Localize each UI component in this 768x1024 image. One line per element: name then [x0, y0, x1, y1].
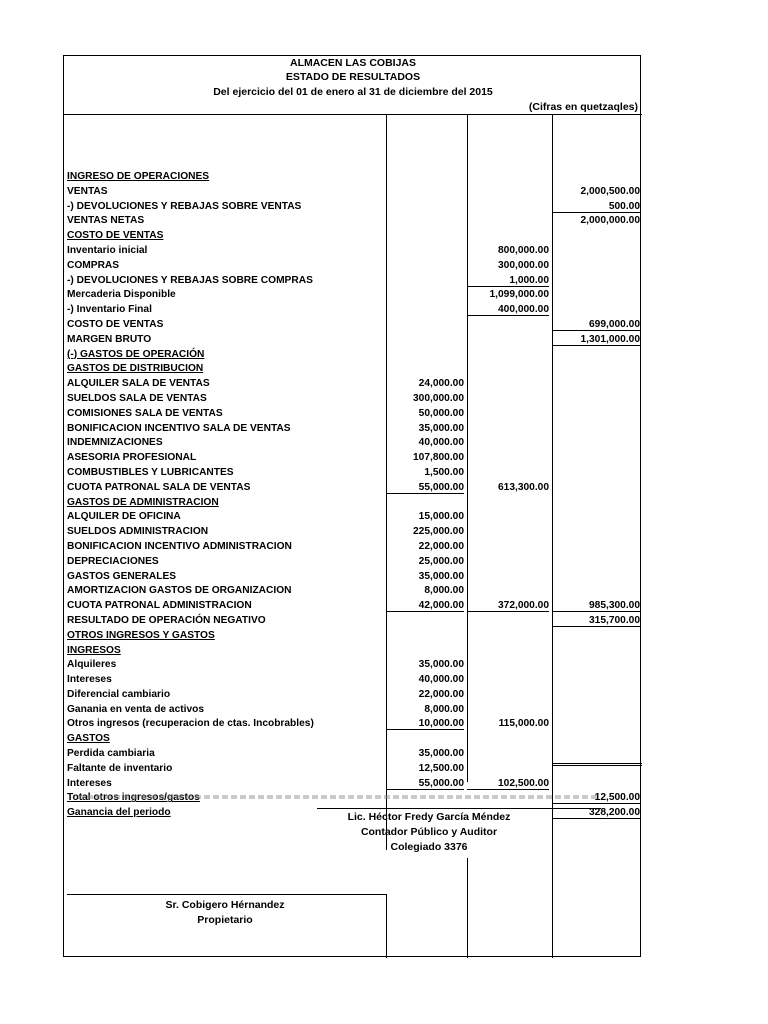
- amount-c3: 1,301,000.00: [552, 334, 640, 346]
- row-label: Intereses: [67, 674, 112, 686]
- amount-c1: 8,000.00: [424, 703, 464, 715]
- statement-row: [64, 555, 642, 570]
- amount-c1: 25,000.00: [418, 555, 464, 567]
- statement-rows: [64, 170, 642, 821]
- statement-row: [64, 644, 642, 659]
- statement-row: [64, 658, 642, 673]
- amount-c2: 372,000.00: [467, 600, 549, 612]
- statement-row: [64, 732, 642, 747]
- statement-row: [64, 436, 642, 451]
- row-label: OTROS INGRESOS Y GASTOS: [67, 629, 215, 641]
- column-divider-1-lower: [386, 894, 387, 958]
- row-label: VENTAS: [67, 185, 108, 197]
- amount-c2: 1,099,000.00: [489, 289, 549, 301]
- statement-row: [64, 170, 642, 185]
- row-label: GASTOS DE DISTRIBUCION: [67, 363, 204, 375]
- row-label: VENTAS NETAS: [67, 215, 145, 227]
- column-divider-2-lower: [467, 858, 468, 958]
- row-label: COMPRAS: [67, 259, 120, 271]
- row-label: GASTOS GENERALES: [67, 570, 177, 582]
- statement-row: [64, 333, 642, 348]
- amount-c1: 225,000.00: [413, 526, 464, 538]
- statement-row: [64, 673, 642, 688]
- row-label: Diferencial cambiario: [67, 688, 171, 700]
- amount-c3: 2,000,500.00: [580, 185, 640, 197]
- statement-row: [64, 777, 642, 792]
- amount-c1: 35,000.00: [418, 422, 464, 434]
- amount-c1: 35,000.00: [418, 659, 464, 671]
- row-label: MARGEN BRUTO: [67, 333, 152, 345]
- row-label: Total otros ingresos/gastos: [67, 792, 200, 804]
- amount-c1: 12,500.00: [418, 762, 464, 774]
- amount-c2: 400,000.00: [467, 304, 549, 316]
- amount-c3: 699,000.00: [552, 319, 640, 331]
- header-rule: [64, 114, 642, 115]
- row-label: Mercaderia Disponible: [67, 289, 176, 301]
- row-label: BONIFICACION INCENTIVO ADMINISTRACION: [67, 540, 292, 552]
- amount-c3: 500.00: [552, 201, 640, 213]
- row-label: GASTOS DE ADMINISTRACION: [67, 496, 219, 508]
- company-name: ALMACEN LAS COBIJAS: [289, 57, 416, 69]
- amount-c2: 1,000.00: [467, 275, 549, 287]
- row-label: Alquileres: [67, 659, 117, 671]
- row-label: Intereses: [67, 777, 112, 789]
- amount-c1: 40,000.00: [418, 437, 464, 449]
- amount-c2: 300,000.00: [498, 259, 549, 271]
- row-label: INGRESOS: [67, 644, 121, 656]
- statement-row: [64, 422, 642, 437]
- amount-c1: 300,000.00: [413, 392, 464, 404]
- statement-period: Del ejercicio del 01 de enero al 31 de diciembre del 2015: [213, 86, 493, 98]
- row-label: GASTOS: [67, 733, 110, 745]
- statement-row: [64, 510, 642, 525]
- statement-row: [64, 540, 642, 555]
- statement-row: [64, 244, 642, 259]
- row-label: ASESORIA PROFESIONAL: [67, 452, 197, 464]
- statement-row: [64, 451, 642, 466]
- statement-row: [64, 747, 642, 762]
- income-statement-sheet: [63, 55, 641, 957]
- row-label: RESULTADO DE OPERACIÓN NEGATIVO: [67, 614, 266, 626]
- illegible-text-strip: [78, 795, 598, 799]
- row-label: Perdida cambiaria: [67, 748, 155, 760]
- row-label: (-) GASTOS DE OPERACIÓN: [67, 348, 205, 360]
- amount-c1: 22,000.00: [418, 540, 464, 552]
- statement-row: [64, 392, 642, 407]
- row-label: BONIFICACION INCENTIVO SALA DE VENTAS: [67, 422, 291, 434]
- amount-c1: 107,800.00: [413, 452, 464, 464]
- amount-c1: 22,000.00: [418, 688, 464, 700]
- amount-c3: 2,000,000.00: [580, 215, 640, 227]
- statement-row: [64, 407, 642, 422]
- row-label: CUOTA PATRONAL SALA DE VENTAS: [67, 481, 251, 493]
- statement-row: [64, 481, 642, 496]
- amount-c1: 50,000.00: [418, 407, 464, 419]
- amount-c3: 315,700.00: [552, 615, 640, 627]
- amount-c3: 328,200.00: [552, 807, 640, 819]
- amount-c1: 35,000.00: [418, 570, 464, 582]
- auditor-title: Contador Público y Auditor: [360, 826, 498, 838]
- amount-c1: 35,000.00: [418, 748, 464, 760]
- amount-c1: 8,000.00: [424, 585, 464, 597]
- statement-row: [64, 318, 642, 333]
- row-label: Ganania en venta de activos: [67, 703, 205, 715]
- row-label: DEPRECIACIONES: [67, 555, 159, 567]
- statement-row: [64, 599, 642, 614]
- amount-c1: 15,000.00: [418, 511, 464, 523]
- statement-row: [64, 688, 642, 703]
- owner-name: Sr. Cobigero Hérnandez: [165, 899, 285, 911]
- row-label: COMBUSTIBLES Y LUBRICANTES: [67, 466, 234, 478]
- amount-c1: 10,000.00: [386, 718, 464, 730]
- auditor-name: Lic. Héctor Fredy García Méndez: [347, 811, 511, 823]
- row-label: Otros ingresos (recuperacion de ctas. Incobrables): [67, 718, 314, 730]
- row-label: -) Inventario Final: [67, 304, 152, 316]
- amount-c1: 24,000.00: [418, 378, 464, 390]
- statement-title: ESTADO DE RESULTADOS: [285, 71, 421, 83]
- currency-note: (Cifras en quetzaqles): [528, 101, 638, 113]
- amount-c1: 55,000.00: [386, 778, 464, 790]
- statement-row: [64, 288, 642, 303]
- statement-row: [64, 629, 642, 644]
- statement-row: [64, 185, 642, 200]
- statement-row: [64, 466, 642, 481]
- row-label: Inventario inicial: [67, 244, 148, 256]
- row-label: COMISIONES SALA DE VENTAS: [67, 407, 223, 419]
- row-label: -) DEVOLUCIONES Y REBAJAS SOBRE VENTAS: [67, 200, 302, 212]
- row-label: Faltante de inventario: [67, 762, 173, 774]
- row-label: INGRESO DE OPERACIONES: [67, 171, 210, 182]
- statement-row: [64, 274, 642, 289]
- statement-row: [64, 303, 642, 318]
- statement-row: [64, 214, 642, 229]
- row-label: Ganancia del periodo: [67, 807, 171, 819]
- statement-row: [64, 496, 642, 511]
- statement-row: [64, 584, 642, 599]
- total-double-rule: [552, 763, 642, 766]
- row-label: ALQUILER DE OFICINA: [67, 511, 181, 523]
- statement-row: [64, 570, 642, 585]
- statement-row: [64, 348, 642, 363]
- statement-row: [64, 362, 642, 377]
- statement-row: [64, 717, 642, 732]
- amount-c3: 12,500.00: [552, 792, 640, 804]
- amount-c2: 613,300.00: [498, 481, 549, 493]
- amount-c2: 102,500.00: [467, 778, 549, 790]
- auditor-registration: Colegiado 3376: [390, 841, 468, 853]
- amount-c1: 40,000.00: [418, 674, 464, 686]
- statement-row: [64, 377, 642, 392]
- statement-row: [64, 703, 642, 718]
- row-label: SUELDOS ADMINISTRACION: [67, 526, 209, 538]
- amount-c1: 55,000.00: [386, 482, 464, 494]
- row-label: SUELDOS SALA DE VENTAS: [67, 392, 207, 404]
- amount-c1: 42,000.00: [386, 600, 464, 612]
- row-label: AMORTIZACION GASTOS DE ORGANIZACION: [67, 585, 292, 597]
- statement-row: [64, 614, 642, 629]
- statement-row: [64, 525, 642, 540]
- amount-c2: 115,000.00: [498, 718, 549, 730]
- statement-row: [64, 200, 642, 215]
- row-label: COSTO DE VENTAS: [67, 230, 164, 242]
- amount-c2: 800,000.00: [498, 244, 549, 256]
- row-label: -) DEVOLUCIONES Y REBAJAS SOBRE COMPRAS: [67, 274, 313, 286]
- statement-row: [64, 229, 642, 244]
- statement-row: [64, 259, 642, 274]
- amount-c1: 1,500.00: [424, 466, 464, 478]
- row-label: CUOTA PATRONAL ADMINISTRACION: [67, 600, 252, 612]
- owner-signature-line: [67, 894, 386, 895]
- amount-c3: 985,300.00: [552, 600, 640, 612]
- auditor-signature-line: [317, 808, 601, 809]
- row-label: ALQUILER SALA DE VENTAS: [67, 378, 210, 390]
- row-label: COSTO DE VENTAS: [67, 318, 164, 330]
- row-label: INDEMNIZACIONES: [67, 437, 163, 449]
- owner-title: Propietario: [197, 914, 253, 926]
